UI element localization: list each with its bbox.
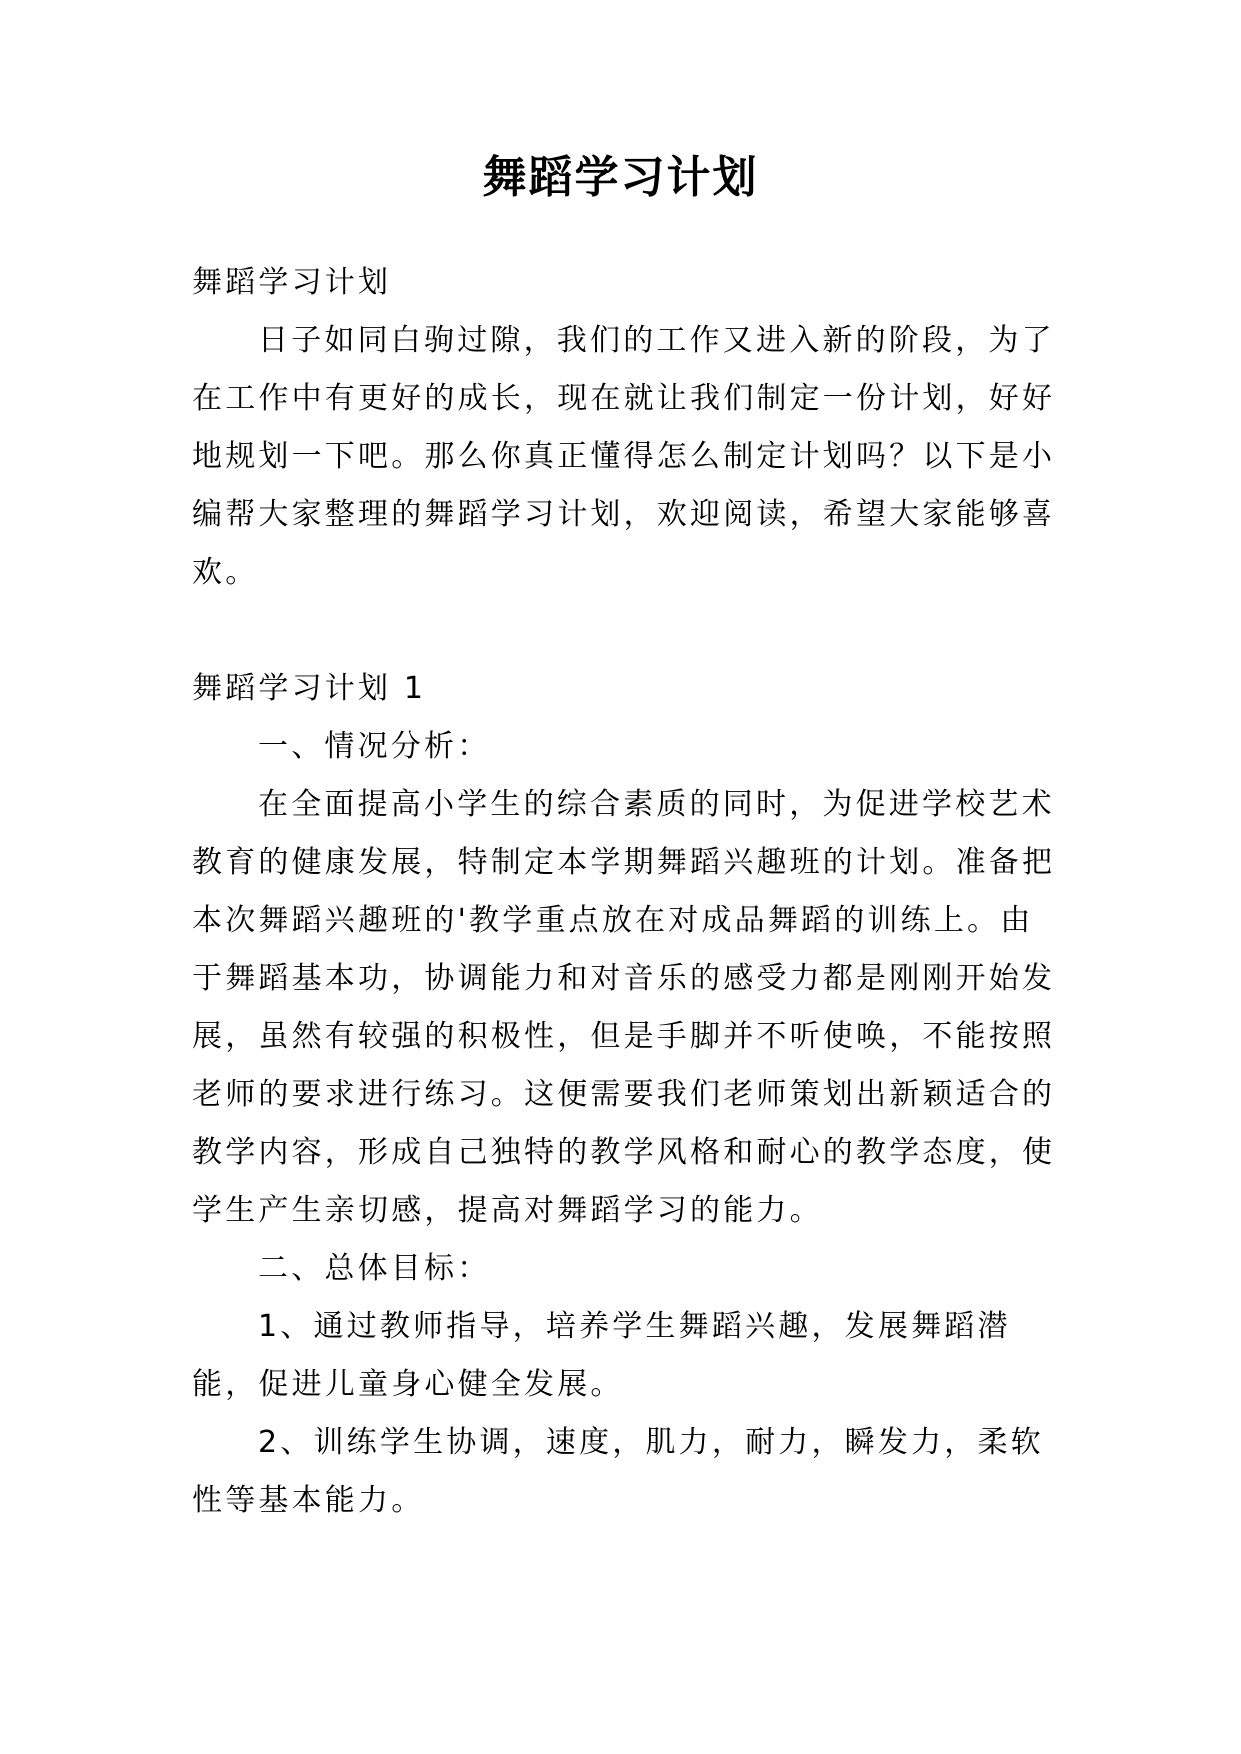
analysis-heading: 一、情况分析： — [258, 729, 491, 764]
goal-item-2: 2、训练学生协调，速度，肌力，耐力，瞬发力，柔软性等基本能力。 — [192, 1425, 1044, 1518]
goal-item-1: 1、通过教师指导，培养学生舞蹈兴趣，发展舞蹈潜能，促进儿童身心健全发展。 — [192, 1309, 1011, 1402]
section-heading: 舞蹈学习计划 1 — [192, 671, 427, 706]
intro-paragraph: 日子如同白驹过隙，我们的工作又进入新的阶段，为了在工作中有更好的成长，现在就让我们制定一份计划，好好地规划一下吧。那么你真正懂得怎么制定计划吗？以下是小编帮大家整理的舞蹈学习计划，欢迎阅读，希望大家能够喜欢。 — [192, 323, 1056, 590]
document-body — [192, 254, 1062, 1530]
subtitle: 舞蹈学习计划 — [192, 265, 392, 300]
paragraph-gap — [192, 602, 1062, 660]
document-title: 舞蹈学习计划 — [482, 152, 759, 203]
analysis-paragraph: 在全面提高小学生的综合素质的同时，为促进学校艺术教育的健康发展，特制定本学期舞蹈兴趣班的计划。准备把本次舞蹈兴趣班的'教学重点放在对成品舞蹈的训练上。由于舞蹈基本功，协调能力和对音乐的感受力都是刚刚开始发展，虽然有较强的积极性，但是手脚并不听使唤，不能按照老师的要求进行练习。这便需要我们老师策划出新颖适合的教学内容，形成自己独特的教学风格和耐心的教学态度，使学生产生亲切感，提高对舞蹈学习的能力。 — [192, 787, 1056, 1228]
goals-heading: 二、总体目标： — [258, 1251, 491, 1286]
